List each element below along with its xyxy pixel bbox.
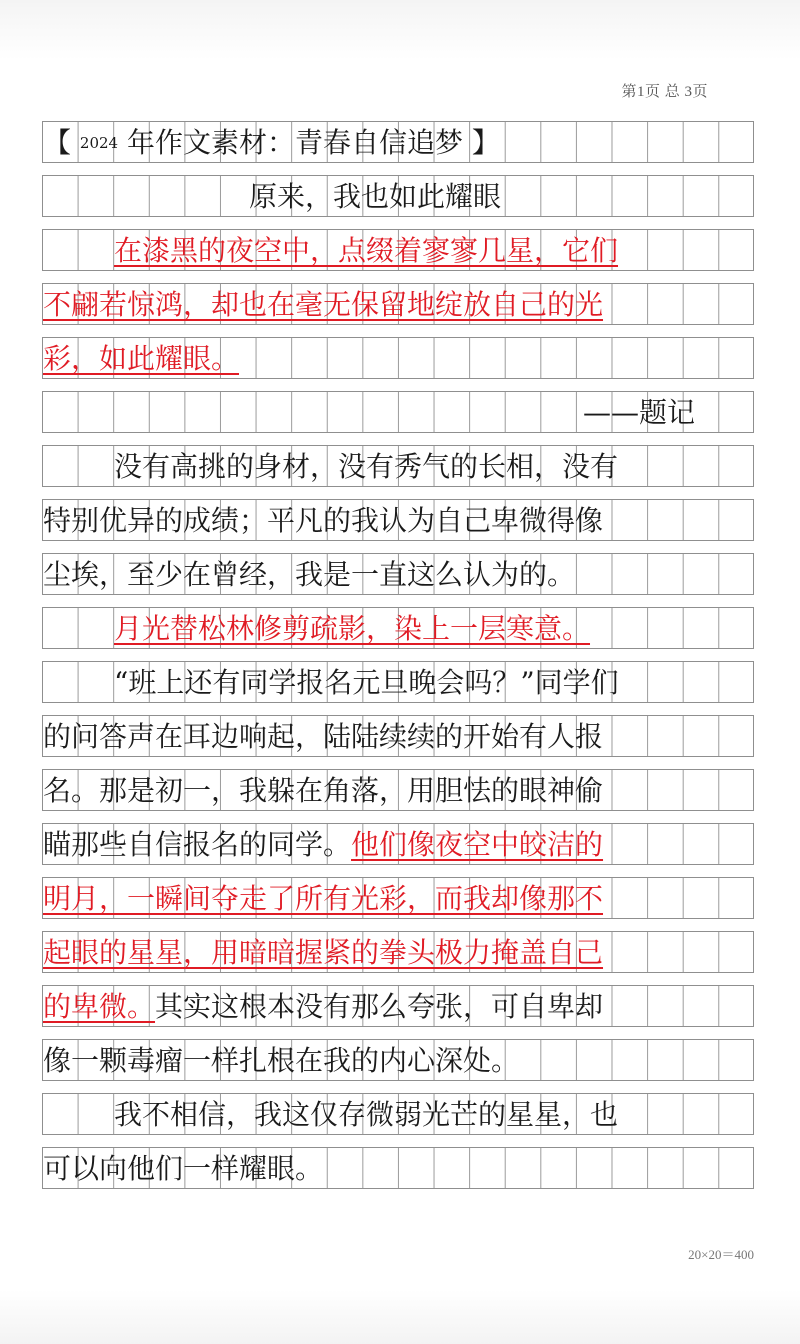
highlight-segment: 起眼的星星，用暗暗握紧的拳头极力掩盖自己 xyxy=(43,936,604,969)
text-segment: 瞄那些自信报名的同学。 xyxy=(43,828,352,861)
grid-row xyxy=(42,337,754,379)
grid-row xyxy=(42,391,754,433)
grid-row xyxy=(42,121,754,163)
row-text xyxy=(43,716,753,756)
text-segment: 没有高挑的身材，没有秀气的长相，没有 xyxy=(114,450,619,483)
row-text xyxy=(43,446,800,486)
grid-row xyxy=(42,1093,754,1135)
row-text xyxy=(43,554,753,594)
row-text xyxy=(43,284,753,324)
highlight-segment: 月光替松林修剪疏影，染上一层寒意。 xyxy=(114,612,591,645)
row-text xyxy=(43,392,800,432)
row-text xyxy=(43,986,753,1026)
grid-row xyxy=(42,553,754,595)
writing-grid xyxy=(42,121,754,1201)
highlight-segment: 明月，一瞬间夺走了所有光彩，而我却像那不 xyxy=(43,882,604,915)
row-text xyxy=(43,824,753,864)
grid-row xyxy=(42,823,754,865)
row-text xyxy=(43,932,753,972)
grid-row xyxy=(42,661,754,703)
text-segment: 其实这根本没有那么夸张，可自卑却 xyxy=(155,990,604,1023)
row-text xyxy=(43,176,800,216)
row-text xyxy=(43,770,753,810)
grid-row xyxy=(42,499,754,541)
text-segment: 像一颗毒瘤一样扎根在我的内心深处。 xyxy=(43,1044,520,1077)
grid-count-label: 20×20＝400 xyxy=(688,1247,754,1262)
grid-row xyxy=(42,715,754,757)
text-segment: 名。那是初一，我躲在角落，用胆怯的眼神偷 xyxy=(43,774,604,807)
text-segment: 【 xyxy=(43,126,80,159)
row-text xyxy=(43,500,753,540)
grid-row xyxy=(42,877,754,919)
row-text xyxy=(43,1040,753,1080)
row-text xyxy=(43,878,753,918)
grid-row xyxy=(42,769,754,811)
grid-row xyxy=(42,1147,754,1189)
highlight-segment: 他们像夜空中皎洁的 xyxy=(351,828,604,861)
grid-row xyxy=(42,931,754,973)
text-segment: 可以向他们一样耀眼。 xyxy=(43,1152,324,1185)
row-text xyxy=(43,1094,800,1134)
row-text xyxy=(43,1148,753,1188)
highlight-segment: 彩，如此耀眼。 xyxy=(43,342,240,375)
row-text xyxy=(43,230,800,270)
text-segment: 特别优异的成绩；平凡的我认为自己卑微得像 xyxy=(43,504,604,537)
text-segment: 原来，我也如此耀眼 xyxy=(249,180,502,213)
grid-row xyxy=(42,229,754,271)
grid-row xyxy=(42,175,754,217)
text-segment: 尘埃，至少在曾经，我是一直这么认为的。 xyxy=(43,558,576,591)
text-segment: 年作文素材：青春自信追梦 】 xyxy=(118,126,500,159)
highlight-segment: 不翩若惊鸿，却也在毫无保留地绽放自己的光 xyxy=(43,288,604,321)
grid-row xyxy=(42,985,754,1027)
text-segment: 的问答声在耳边响起，陆陆续续的开始有人报 xyxy=(43,720,604,753)
grid-row xyxy=(42,283,754,325)
row-text xyxy=(43,338,753,378)
row-text xyxy=(43,608,800,648)
page-indicator: 第1页 总 3页 xyxy=(621,84,708,100)
highlight-segment: 在漆黑的夜空中，点缀着寥寥几星，它们 xyxy=(114,234,619,267)
grid-row xyxy=(42,445,754,487)
row-text xyxy=(43,122,753,162)
highlight-segment: 的卑微。 xyxy=(43,990,156,1023)
row-text xyxy=(43,662,800,702)
grid-row xyxy=(42,607,754,649)
text-segment: ——题记 xyxy=(583,396,696,429)
year-segment: 2024 xyxy=(79,134,119,152)
text-segment: “班上还有同学报名元旦晚会吗？”同学们 xyxy=(114,666,619,699)
text-segment: 我不相信，我这仅存微弱光芒的星星，也 xyxy=(114,1098,619,1131)
grid-row xyxy=(42,1039,754,1081)
